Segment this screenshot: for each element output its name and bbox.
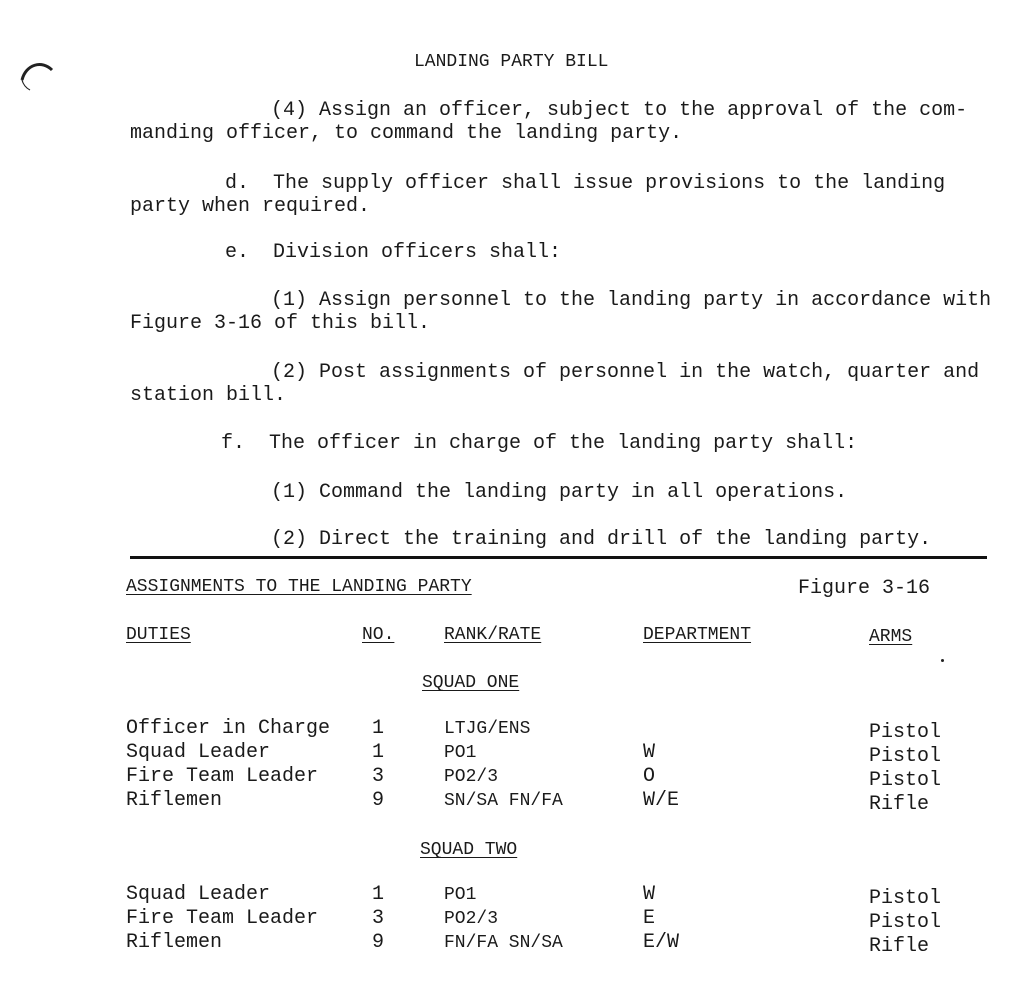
speck-mark (941, 659, 944, 662)
column-header-department: DEPARTMENT (643, 625, 752, 645)
table-row-rank: PO1 (444, 885, 477, 905)
paragraph-e1-line-1: (1) Assign personnel to the landing party in accordance with (271, 289, 992, 312)
paragraph-4-line-2: manding officer, to command the landing party. (130, 122, 683, 145)
table-row-no: 3 (372, 907, 385, 930)
table-row-no: 1 (372, 717, 385, 740)
paragraph-d-line-1: d. The supply officer shall issue provisions to the landing (225, 172, 946, 195)
table-row-arms: Pistol (869, 769, 942, 792)
table-row-arms: Pistol (869, 721, 942, 744)
column-header-rank: RANK/RATE (444, 625, 542, 645)
table-row-rank: PO1 (444, 743, 477, 763)
paragraph-d-line-2: party when required. (130, 195, 371, 218)
table-row-no: 9 (372, 931, 385, 954)
table-row-duty: Fire Team Leader (126, 765, 319, 788)
table-row-dept: E/W (643, 931, 680, 954)
table-row-rank: SN/SA FN/FA (444, 791, 563, 811)
paragraph-e1-line-2: Figure 3-16 of this bill. (130, 312, 431, 335)
table-row-rank: LTJG/ENS (444, 719, 531, 739)
table-row-duty: Fire Team Leader (126, 907, 319, 930)
paragraph-e: e. Division officers shall: (225, 241, 562, 264)
paragraph-4-line-1: (4) Assign an officer, subject to the approval of the com- (271, 99, 968, 122)
column-header-arms: ARMS (869, 627, 913, 647)
paragraph-f: f. The officer in charge of the landing party shall: (221, 432, 858, 455)
paragraph-f1: (1) Command the landing party in all operations. (271, 481, 848, 504)
table-row-rank: PO2/3 (444, 909, 499, 929)
table-row-arms: Pistol (869, 911, 942, 934)
table-row-no: 9 (372, 789, 385, 812)
table-row-no: 1 (372, 883, 385, 906)
table-row-dept: W (643, 883, 656, 906)
squad-one-heading: SQUAD ONE (422, 673, 520, 693)
paragraph-e2-line-1: (2) Post assignments of personnel in the watch, quarter and (271, 361, 980, 384)
page-title: LANDING PARTY BILL (414, 52, 609, 72)
table-row-dept: O (643, 765, 656, 788)
table-row-dept: W/E (643, 789, 680, 812)
table-row-dept: E (643, 907, 656, 930)
section-divider (130, 556, 987, 559)
table-row-arms: Rifle (869, 935, 930, 958)
column-header-duties: DUTIES (126, 625, 191, 645)
paragraph-e2-line-2: station bill. (130, 384, 287, 407)
table-row-duty: Riflemen (126, 789, 223, 812)
table-row-duty: Riflemen (126, 931, 223, 954)
table-row-dept: W (643, 741, 656, 764)
column-header-no: NO. (362, 625, 395, 645)
table-row-duty: Squad Leader (126, 883, 271, 906)
table-row-no: 3 (372, 765, 385, 788)
table-row-arms: Pistol (869, 745, 942, 768)
paragraph-f2: (2) Direct the training and drill of the landing party. (271, 528, 932, 551)
table-row-arms: Rifle (869, 793, 930, 816)
table-row-arms: Pistol (869, 887, 942, 910)
table-row-no: 1 (372, 741, 385, 764)
table-row-rank: FN/FA SN/SA (444, 933, 563, 953)
table-row-duty: Squad Leader (126, 741, 271, 764)
squad-two-heading: SQUAD TWO (420, 840, 518, 860)
table-row-duty: Officer in Charge (126, 717, 331, 740)
table-row-rank: PO2/3 (444, 767, 499, 787)
figure-label: Figure 3-16 (798, 577, 931, 600)
punch-hole-mark-icon (18, 56, 56, 94)
table-heading: ASSIGNMENTS TO THE LANDING PARTY (126, 577, 472, 597)
